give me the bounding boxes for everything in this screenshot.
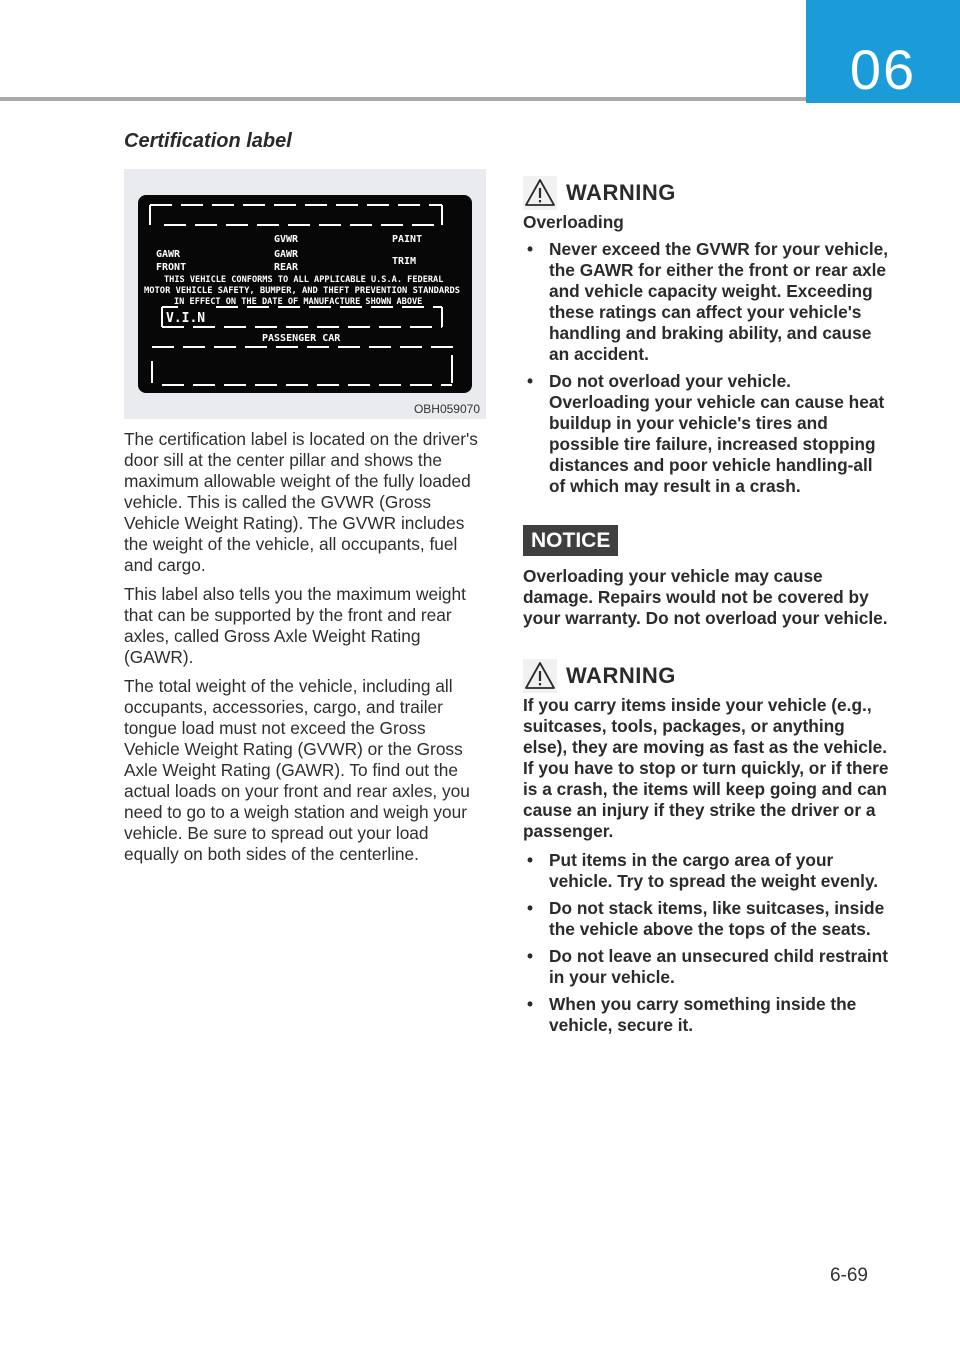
label-gawr-rear-title: GAWR <box>274 249 299 260</box>
label-plate-drawing <box>138 195 472 393</box>
section-title: Certification label <box>124 130 292 152</box>
right-column <box>523 176 893 1042</box>
warning-bullet-list <box>523 239 893 497</box>
figure-id: OBH059070 <box>413 402 480 416</box>
warning-header <box>523 176 893 210</box>
paragraph: The certification label is located on the driver's door sill at the center pillar and shows the maximum allowable weight of the fully loaded vehicle. This is called the GVWR (Gross Vehicle Weight Rating). The GVWR includes the weight of the vehicle, all occupants, fuel and cargo. <box>124 429 478 575</box>
label-gvwr: GVWR <box>274 234 299 245</box>
paragraph: The total weight of the vehicle, including all occupants, accessories, cargo, and trailer tongue load must not exceed the Gross Vehicle Weight Rating (GVWR) or the Gross Axle Weight Rating (GAWR). To find out the actual loads on your front and rear axles, you need to go to a weigh station and weigh your vehicle. Be sure to spread out your load equally on both sides of the centerline. <box>124 676 470 864</box>
label-front: FRONT <box>156 262 187 273</box>
page-number: 6-69 <box>829 1265 868 1286</box>
list-item: • When you carry something inside the vehicle, secure it. <box>523 994 893 1036</box>
label-gawr-front-title: GAWR <box>156 249 181 260</box>
list-item: • Do not leave an unsecured child restraint in your vehicle. <box>523 946 893 988</box>
chapter-tab <box>806 0 960 103</box>
list-item: • Do not stack items, like suitcases, inside the vehicle above the tops of the seats. <box>523 898 893 940</box>
list-item: • Never exceed the GVWR for your vehicle, the GAWR for either the front or rear axle and vehicle capacity weight. Exceeding these ratings can affect your vehicle's handling and braking ability, and cause an accident. <box>523 239 893 365</box>
chapter-number: 06 <box>849 38 917 101</box>
header-rule <box>0 97 806 101</box>
label-trim: TRIM <box>392 256 417 267</box>
label-conform-line3: IN EFFECT ON THE DATE OF MANUFACTURE SHOWN ABOVE <box>174 297 423 307</box>
label-vin: V.I.N <box>166 311 206 326</box>
left-column <box>124 130 486 873</box>
label-rear: REAR <box>274 262 299 273</box>
warning-subtitle: Overloading <box>523 212 624 232</box>
label-passenger-car: PASSENGER CAR <box>262 333 341 344</box>
list-item: • Do not overload your vehicle. Overloading your vehicle can cause heat buildup in your vehicle's tires and possible tire failure, increased stopping distances and poor vehicle handling-all of which may result in a crash. <box>523 371 893 497</box>
label-conform-line1: THIS VEHICLE CONFORMS TO ALL APPLICABLE U.S.A. FEDERAL <box>164 275 444 285</box>
paragraph: This label also tells you the maximum weight that can be supported by the front and rear axles, called Gross Axle Weight Rating (GAWR). <box>124 584 466 667</box>
notice-text: Overloading your vehicle may cause damage. Repairs would not be covered by your warranty. Do not overload your vehicle. <box>523 566 888 628</box>
warning-title: WARNING <box>566 663 676 688</box>
warning-bullet-list <box>523 850 893 1036</box>
notice-badge: NOTICE <box>523 525 618 556</box>
certification-label-figure <box>124 169 486 419</box>
list-item: • Put items in the cargo area of your vehicle. Try to spread the weight evenly. <box>523 850 893 892</box>
warning-triangle-icon <box>523 659 557 693</box>
label-conform-line2: MOTOR VEHICLE SAFETY, BUMPER, AND THEFT PREVENTION STANDARDS <box>144 286 460 296</box>
warning-header <box>523 659 893 693</box>
certification-label-plate <box>138 195 472 393</box>
warning-triangle-icon <box>523 176 557 210</box>
label-paint: PAINT <box>392 234 423 245</box>
warning-intro: If you carry items inside your vehicle (e.g., suitcases, tools, packages, or anything else), they are moving as fast as the vehicle. If you have to stop or turn quickly, or if there is a crash, the items will keep going and can cause an injury if they strike the driver or a passenger. <box>523 695 889 841</box>
warning-title: WARNING <box>566 180 676 205</box>
